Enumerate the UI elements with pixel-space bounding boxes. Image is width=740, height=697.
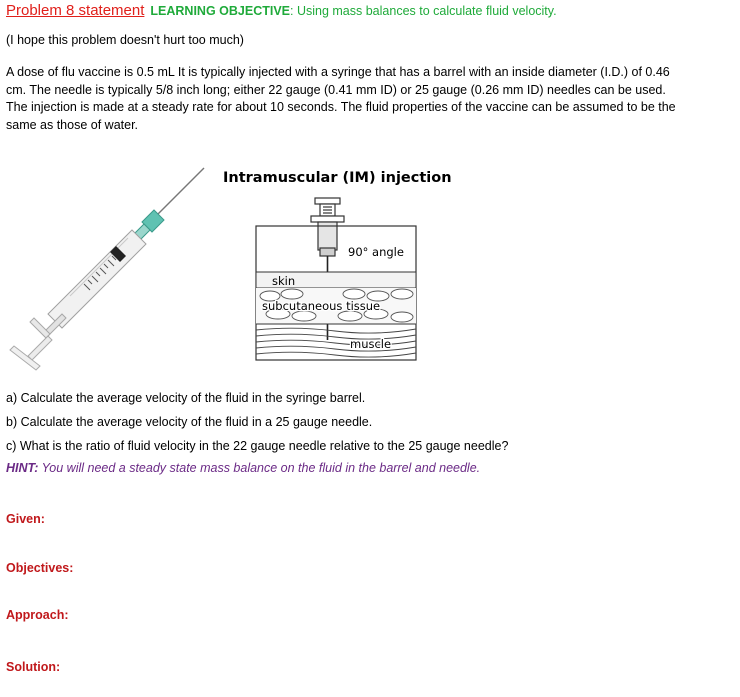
paragraph-line: cm. The needle is typically 5/8 inch long; either 22 gauge (0.41 mm ID) or 25 gauge (0.26 mm ID) needles can be used. [6,82,666,97]
syringe-image [4,162,214,372]
paragraph-line: A dose of flu vaccine is 0.5 mL It is typically injected with a syringe that has a barrel with an inside diameter (I.D.) of 0.46 [6,65,670,79]
figure-title: Intramuscular (IM) injection [223,170,452,186]
solution-heading: Solution: [6,660,61,674]
hint-label: HINT: [6,461,39,475]
learning-objective-label: LEARNING OBJECTIVE [150,4,291,18]
learning-objective-text: : Using mass balances to calculate fluid velocity. [290,4,557,18]
angle-label: 90° angle [348,245,404,259]
skin-label: skin [272,274,296,288]
hint-text: You will need a steady state mass balance on the fluid in the barrel and needle. [38,461,481,475]
muscle-label: muscle [350,337,392,351]
syringe-barrel [48,230,146,328]
paragraph-line: same as those of water. [6,117,139,132]
hint [6,461,480,475]
muscle-layer [256,328,416,357]
question-a: a) Calculate the average velocity of the fluid in the syringe barrel. [6,391,366,405]
objectives-heading: Objectives: [6,561,74,575]
paragraph-line: The injection is made at a steady rate for about 10 seconds. The fluid properties of the vaccine can be assumed to be the [6,100,676,114]
injection-diagram [250,190,422,365]
needle [154,168,204,218]
question-b: b) Calculate the average velocity of the fluid in a 25 gauge needle. [6,415,373,429]
subtitle: (I hope this problem doesn't hurt too much) [6,33,244,47]
syringe-plunger [10,314,66,370]
problem-paragraph [6,64,734,134]
question-c: c) What is the ratio of fluid velocity in the 22 gauge needle relative to the 25 gauge needle? [6,439,509,453]
approach-heading: Approach: [6,608,69,622]
diagram-syringe-icon [311,198,344,256]
problem-title: Problem 8 statement [6,2,145,19]
header [6,2,557,19]
given-heading: Given: [6,512,45,526]
subcutaneous-label: subcutaneous tissue [262,299,381,313]
